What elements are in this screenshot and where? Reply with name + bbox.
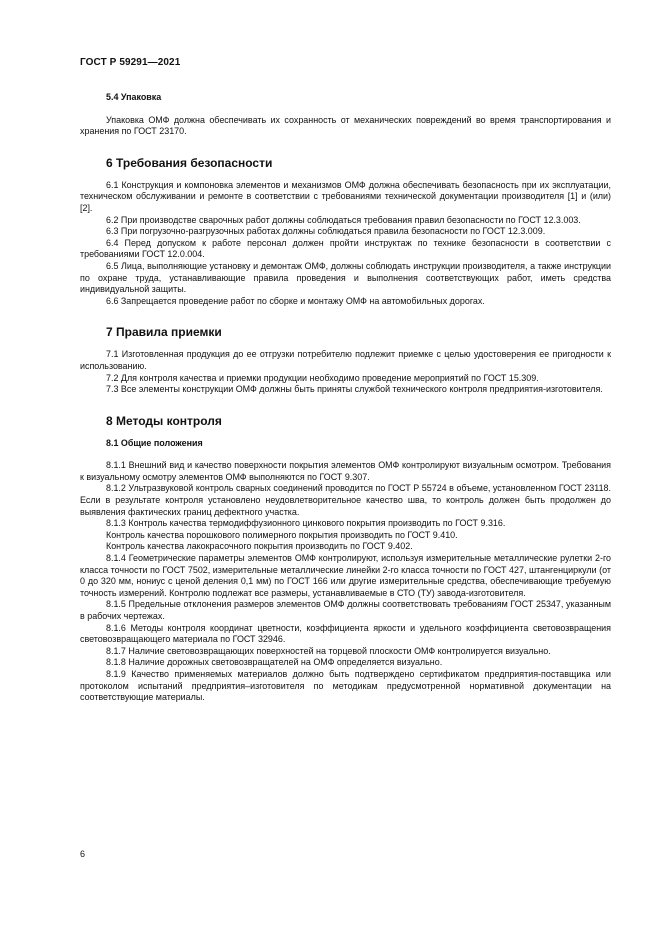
- paragraph-6-4: 6.4 Перед допуском к работе персонал должен пройти инструктаж по технике безопасности в соответствии с требованиями ГОСТ 12.0.004.: [80, 237, 611, 260]
- paragraph-6-2: 6.2 При производстве сварочных работ должны соблюдаться требования правил безопасности по ГОСТ 12.3.003.: [106, 214, 581, 225]
- section-8-heading: 8 Методы контроля: [106, 413, 222, 428]
- paragraph-6-5: 6.5 Лица, выполняющие установку и демонтаж ОМФ, должны соблюдать инструкции производителя, а также инструкции по охране труда, устанавливающие правила проведения и выполнения соответствующих работ, иметь средства индивидуальной защиты.: [80, 260, 611, 295]
- section-5-4-heading: 5.4 Упаковка: [106, 92, 162, 102]
- paragraph-8-1-9: 8.1.9 Качество применяемых материалов должно быть подтверждено сертификатом предприятия-поставщика или протоколом испытаний предприятия–изготовителя по методикам предусмотренной нормативной документации на соответствующие материалы.: [80, 668, 611, 703]
- paragraph-5-4: Упаковка ОМФ должна обеспечивать их сохранность от механических повреждений во время транспортирования и хранения по ГОСТ 23170.: [80, 114, 611, 137]
- paragraph-8-1-7: 8.1.7 Наличие световозвращающих поверхностей на торцевой плоскости ОМФ контролируется визуально.: [106, 645, 551, 656]
- paragraph-6-6: 6.6 Запрещается проведение работ по сборке и монтажу ОМФ на автомобильных дорогах.: [106, 295, 485, 306]
- paragraph-8-1-2: 8.1.2 Ультразвуковой контроль сварных соединений проводится по ГОСТ Р 55724 в объеме, установленном ГОСТ 23118. Если в результате контроля установлено неудовлетворительное качество шва, то контроль должен быть продолжен до выявления фактических границ дефектного участка.: [80, 483, 611, 517]
- paragraph-8-1-8: 8.1.8 Наличие дорожных световозвращателей на ОМФ определяется визуально.: [106, 657, 443, 668]
- page-number: 6: [80, 849, 86, 859]
- paragraph-7-2: 7.2 Для контроля качества и приемки продукции необходимо проведение мероприятий по ГОСТ 15.309.: [106, 372, 539, 383]
- paragraph-7-1: 7.1 Изготовленная продукция до ее отгрузки потребителю подлежит приемке с целью удостоверения ее пригодности к использованию.: [80, 349, 611, 371]
- document-header: ГОСТ Р 59291—2021: [80, 57, 181, 68]
- section-6-heading: 6 Требования безопасности: [106, 155, 273, 170]
- paragraph-8-1-4: 8.1.4 Геометрические параметры элементов ОМФ контролируют, используя измерительные металлические рулетки 2-го класса точности по ГОСТ 7502, измерительные металлические линейки 2-го класса точности по ГОСТ 427, штангенциркули (от 0 до 320 мм, нониус с ценой деления 0,1 мм) по ГОСТ 166 или другие измерительные средства, обеспечивающие требуемую точность измерений. Контролю подлежат все размеры, устанавливаемые в СТО (ТУ) завода-изготовителя.: [80, 553, 611, 598]
- paragraph-8-1-3: 8.1.3 Контроль качества термодиффузионного цинкового покрытия производить по ГОСТ 9.316.: [106, 518, 506, 529]
- paragraph-8-1-6: 8.1.6 Методы контроля координат цветности, коэффициента яркости и удельного коэффициента световозвращения световозвращающего материала по ГОСТ 32946.: [80, 622, 611, 645]
- section-8-1-heading: 8.1 Общие положения: [106, 437, 203, 448]
- paragraph-7-3: 7.3 Все элементы конструкции ОМФ должны быть приняты службой технического контроля предприятия-изготовителя.: [106, 384, 603, 395]
- paragraph-8-1-5: 8.1.5 Предельные отклонения размеров элементов ОМФ должны соответствовать требованиям ГОСТ 25347, указанным в рабочих чертежах.: [80, 599, 611, 621]
- paragraph-6-3: 6.3 При погрузочно-разгрузочных работах должны соблюдаться правила безопасности по ГОСТ 12.3.009.: [106, 226, 546, 237]
- paragraph-6-1: 6.1 Конструкция и компоновка элементов и механизмов ОМФ должна обеспечивать безопасность при их эксплуатации, техническом обслуживании и ремонте в соответствии с требованиями технической документации производителя [1] и (или) [2].: [80, 179, 611, 213]
- paragraph-8-1-3-paint: Контроль качества лакокрасочного покрытия производить по ГОСТ 9.402.: [106, 541, 413, 552]
- paragraph-8-1-1: 8.1.1 Внешний вид и качество поверхности покрытия элементов ОМФ контролируют визуальным осмотром. Требования к визуальному осмотру элементов ОМФ выполняются по ГОСТ 9.307.: [80, 460, 611, 482]
- document-body: [80, 92, 611, 704]
- section-7-heading: 7 Правила приемки: [106, 325, 222, 340]
- paragraph-8-1-3-powder: Контроль качества порошкового полимерного покрытия производить по ГОСТ 9.410.: [106, 529, 458, 540]
